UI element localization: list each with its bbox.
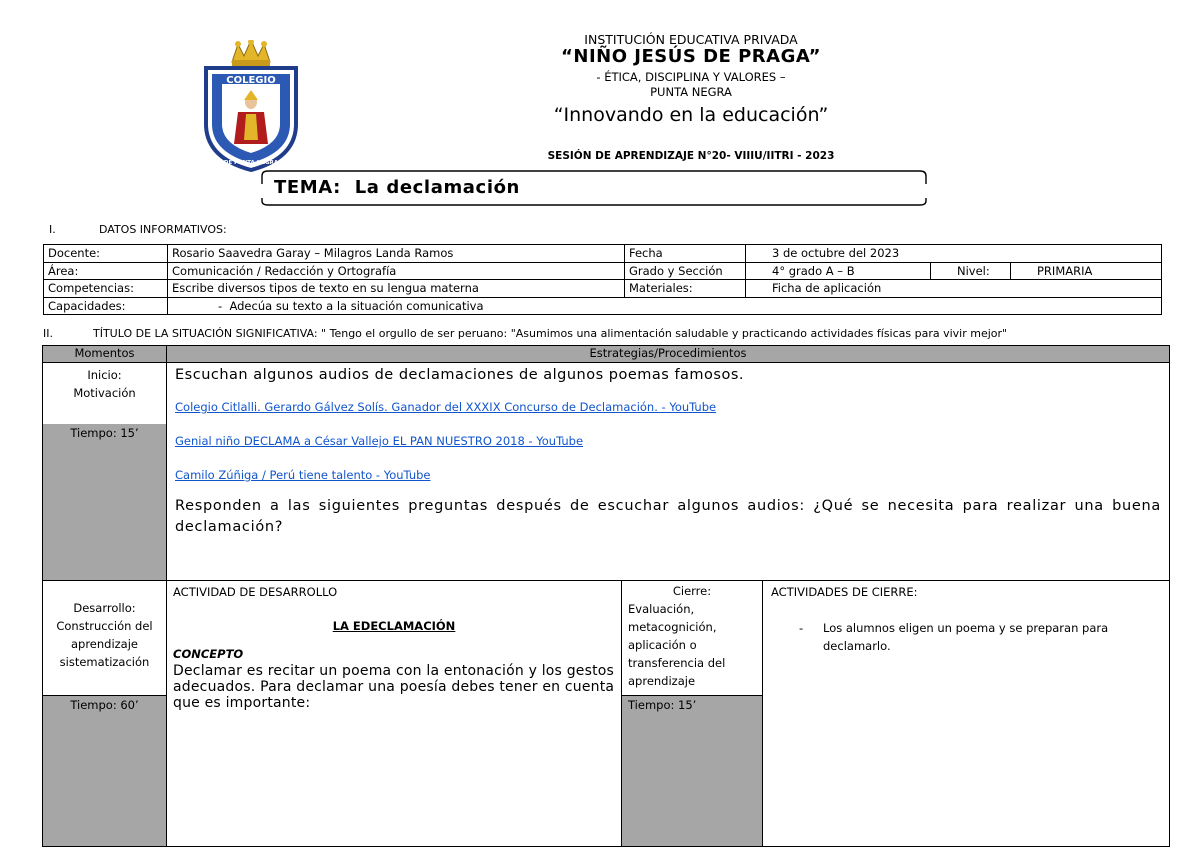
metacognicion-label: metacognición, bbox=[628, 620, 717, 634]
inicio-tiempo bbox=[43, 424, 166, 580]
docente-value: Rosario Saavedra Garay – Milagros Landa Ramos bbox=[168, 245, 625, 263]
desarrollo-content bbox=[167, 581, 622, 847]
area-label: Área: bbox=[44, 262, 168, 280]
table-row bbox=[44, 262, 1162, 280]
col-estrategias: Estrategias/Procedimientos bbox=[167, 346, 1170, 363]
youtube-link-vallejo[interactable]: Genial niño DECLAMA a César Vallejo EL PAN NUESTRO 2018 - YouTube bbox=[175, 434, 584, 448]
desarrollo-tiempo bbox=[43, 695, 166, 846]
competencias-value: Escribe diversos tipos de texto en su lengua materna bbox=[168, 280, 625, 298]
materiales-value: Ficha de aplicación bbox=[746, 280, 1162, 298]
logo-bottom-text: DE PUNTA NEGRA bbox=[223, 160, 279, 166]
docente-label: Docente: bbox=[44, 245, 168, 263]
desarrollo-label: Desarrollo: bbox=[73, 601, 136, 615]
session-title: SESIÓN DE APRENDIZAJE N°20- VIIIU/IITRI - 2023 bbox=[547, 150, 835, 162]
nivel-label: Nivel: bbox=[931, 262, 1011, 280]
cierre-tiempo-text: Tiempo: 15’ bbox=[628, 698, 697, 712]
bullet-dash: - bbox=[799, 621, 804, 635]
inicio-label: Inicio: bbox=[87, 368, 122, 382]
tema-title bbox=[274, 177, 520, 198]
evaluacion-label: Evaluación, bbox=[628, 602, 695, 616]
school-motto: “Innovando en la educación” bbox=[553, 104, 829, 126]
aprendizaje-cierre-label: aprendizaje bbox=[628, 674, 696, 688]
concepto-title: CONCEPTO bbox=[173, 647, 244, 661]
concepto-text: Declamar es recitar un poema con la entonación y los gestos adecuados. Para declamar una poesía debes tener en cuenta que es importante: bbox=[173, 663, 615, 711]
transferencia-label: transferencia del bbox=[628, 656, 726, 670]
sistematizacion-label: sistematización bbox=[59, 655, 150, 669]
inicio-row bbox=[43, 363, 1170, 581]
motivacion-label: Motivación bbox=[73, 386, 136, 400]
table-row bbox=[44, 280, 1162, 298]
desarrollo-tiempo-text: Tiempo: 60’ bbox=[70, 698, 139, 712]
table-header-row bbox=[43, 346, 1170, 363]
actividades-cierre-title: ACTIVIDADES DE CIERRE: bbox=[771, 585, 918, 599]
tema-label: TEMA: bbox=[274, 177, 341, 198]
cierre-tiempo bbox=[622, 695, 762, 846]
cierre-cell bbox=[622, 581, 763, 847]
capacidades-label: Capacidades: bbox=[44, 297, 168, 315]
la-declamacion-subtitle: LA EDECLAMACIÓN bbox=[332, 619, 456, 633]
area-value: Comunicación / Redacción y Ortografía bbox=[168, 262, 625, 280]
logo-top-text: COLEGIO bbox=[226, 75, 276, 86]
youtube-link-zuniga[interactable]: Camilo Zúñiga / Perú tiene talento - YouTube bbox=[175, 468, 431, 482]
materiales-label: Materiales: bbox=[625, 280, 746, 298]
aplicacion-label: aplicación o bbox=[628, 638, 697, 652]
section-2-number: II. bbox=[43, 327, 53, 340]
competencias-label: Competencias: bbox=[44, 280, 168, 298]
youtube-link-citlalli[interactable]: Colegio Citlalli. Gerardo Gálvez Solís. Ganador del XXXIX Concurso de Declamación. - YouTube bbox=[175, 400, 717, 414]
tema-value: La declamación bbox=[354, 177, 520, 198]
location: PUNTA NEGRA bbox=[650, 85, 732, 99]
actividad-desarrollo-title: ACTIVIDAD DE DESARROLLO bbox=[173, 585, 338, 599]
estrategias-table bbox=[42, 345, 1170, 847]
fecha-label: Fecha bbox=[625, 245, 746, 263]
inicio-tiempo-text: Tiempo: 15’ bbox=[70, 426, 139, 440]
nivel-value: PRIMARIA bbox=[1011, 262, 1162, 280]
desarrollo-cell bbox=[43, 581, 167, 847]
cierre-content bbox=[763, 581, 1170, 847]
desarrollo-row bbox=[43, 581, 1170, 847]
values-line: - ÉTICA, DISCIPLINA Y VALORES – bbox=[596, 70, 786, 84]
capacidades-value: - Adecúa su texto a la situación comunicativa bbox=[168, 297, 1162, 315]
section-1-title: DATOS INFORMATIVOS: bbox=[99, 223, 227, 236]
school-name: “NIÑO JESÚS DE PRAGA” bbox=[561, 46, 821, 67]
inicio-question: Responden a las siguientes preguntas después de escuchar algunos audios: ¿Qué se necesita para realizar una buena declamación? bbox=[175, 498, 1161, 535]
col-momentos: Momentos bbox=[43, 346, 167, 363]
tema-box bbox=[260, 170, 928, 206]
aprendizaje-label: aprendizaje bbox=[70, 637, 139, 651]
grado-label: Grado y Sección bbox=[625, 262, 746, 280]
inicio-content bbox=[167, 363, 1170, 581]
datos-informativos-table bbox=[43, 244, 1162, 315]
grado-value: 4° grado A – B bbox=[746, 262, 931, 280]
section-2-line bbox=[43, 327, 1007, 340]
institution-type: INSTITUCIÓN EDUCATIVA PRIVADA bbox=[584, 32, 798, 47]
construccion-label: Construcción del bbox=[56, 619, 153, 633]
table-row bbox=[44, 297, 1162, 315]
cierre-bullet: Los alumnos eligen un poema y se preparan para declamarlo. bbox=[823, 621, 1109, 653]
cierre-label: Cierre: bbox=[672, 584, 712, 598]
section-2-title: TÍTULO DE LA SITUACIÓN SIGNIFICATIVA: " Tengo el orgullo de ser peruano: "Asumimos una alimentación saludable y practicando actividades físicas para vivir mejor" bbox=[93, 327, 1008, 340]
fecha-value: 3 de octubre del 2023 bbox=[746, 245, 1162, 263]
table-row bbox=[44, 245, 1162, 263]
inicio-cell bbox=[43, 363, 167, 581]
section-1-number: I. bbox=[49, 223, 56, 236]
inicio-intro: Escuchan algunos audios de declamaciones de algunos poemas famosos. bbox=[175, 367, 745, 383]
